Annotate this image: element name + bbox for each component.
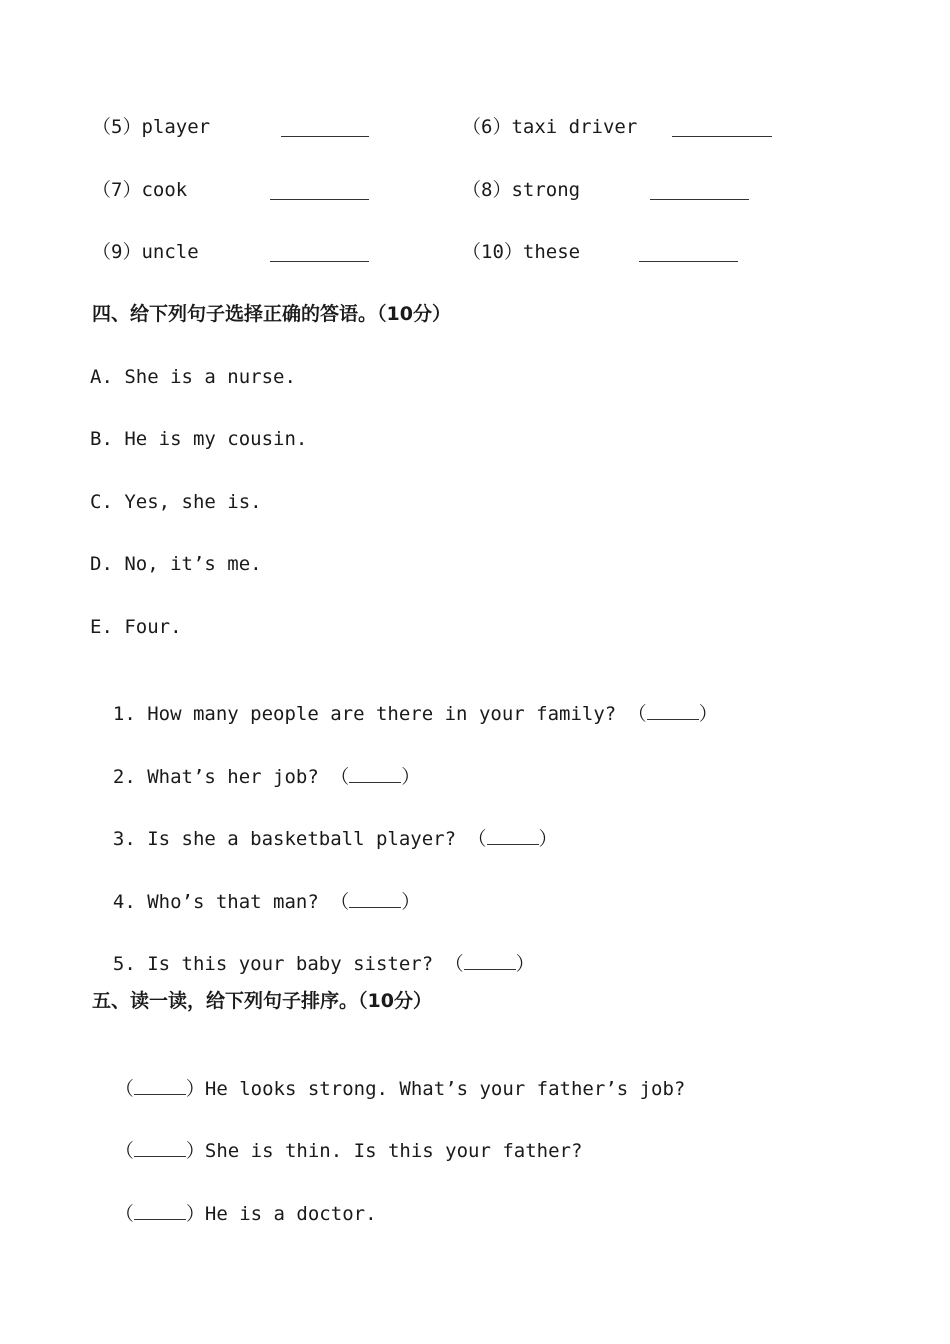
- order-blank-3[interactable]: [134, 1201, 186, 1220]
- paren-close: ）: [185, 1078, 205, 1100]
- section-4-heading: 四、给下列句子选择正确的答语。（10分）: [92, 303, 451, 325]
- option-d: D. No, it’s me.: [90, 553, 262, 575]
- paren-close: ）: [515, 953, 535, 975]
- question-1: [90, 677, 718, 725]
- answer-blank-5[interactable]: [281, 136, 369, 137]
- paren-open: （: [330, 766, 350, 788]
- vocab-item-10: （10）these: [462, 241, 581, 263]
- option-b: B. He is my cousin.: [90, 428, 308, 450]
- vocab-item-6: （6）taxi driver: [462, 116, 638, 138]
- sentence-text: He is a doctor.: [204, 1203, 377, 1225]
- paren-close: ）: [401, 891, 421, 913]
- paren-open: （: [330, 891, 350, 913]
- question-text: 1. How many people are there in your family?: [112, 703, 617, 725]
- paren-close: ）: [185, 1140, 205, 1162]
- answer-blank-q1[interactable]: [647, 701, 699, 720]
- vocab-item-7: （7）cook: [92, 179, 188, 201]
- order-blank-2[interactable]: [134, 1138, 186, 1157]
- question-2: [90, 740, 421, 788]
- question-4: [90, 865, 421, 913]
- vocab-item-9: （9）uncle: [92, 241, 199, 263]
- ordering-sentence-3: [92, 1177, 377, 1225]
- order-blank-1[interactable]: [134, 1076, 186, 1095]
- question-text: 5. Is this your baby sister?: [112, 953, 434, 975]
- paren-open: （: [444, 953, 464, 975]
- answer-blank-q2[interactable]: [349, 764, 401, 783]
- option-c: C. Yes, she is.: [90, 491, 262, 513]
- question-5: [90, 927, 535, 975]
- option-e: E. Four.: [90, 616, 182, 638]
- answer-blank-7[interactable]: [270, 199, 369, 200]
- question-text: 2. What’s her job?: [112, 766, 319, 788]
- paren-close: ）: [401, 766, 421, 788]
- ordering-sentence-1: [92, 1052, 686, 1100]
- answer-blank-q5[interactable]: [464, 951, 516, 970]
- answer-blank-10[interactable]: [639, 261, 738, 262]
- paren-open: （: [627, 703, 647, 725]
- vocab-item-8: （8）strong: [462, 179, 581, 201]
- answer-blank-6[interactable]: [672, 136, 772, 137]
- answer-blank-q3[interactable]: [487, 826, 539, 845]
- paren-open: （: [114, 1203, 134, 1225]
- question-3: [90, 802, 558, 850]
- answer-blank-8[interactable]: [650, 199, 749, 200]
- vocab-item-5: （5）player: [92, 116, 211, 138]
- paren-close: ）: [185, 1203, 205, 1225]
- question-text: 3. Is she a basketball player?: [112, 828, 457, 850]
- paren-open: （: [114, 1078, 134, 1100]
- paren-close: ）: [538, 828, 558, 850]
- sentence-text: He looks strong. What’s your father’s job?: [204, 1078, 686, 1100]
- answer-blank-9[interactable]: [270, 261, 369, 262]
- question-text: 4. Who’s that man?: [112, 891, 319, 913]
- option-a: A. She is a nurse.: [90, 366, 296, 388]
- section-5-heading: 五、读一读，给下列句子排序。（10分）: [92, 990, 432, 1012]
- paren-open: （: [467, 828, 487, 850]
- answer-blank-q4[interactable]: [349, 889, 401, 908]
- paren-open: （: [114, 1140, 134, 1162]
- paren-close: ）: [698, 703, 718, 725]
- ordering-sentence-2: [92, 1114, 583, 1162]
- sentence-text: She is thin. Is this your father?: [204, 1140, 583, 1162]
